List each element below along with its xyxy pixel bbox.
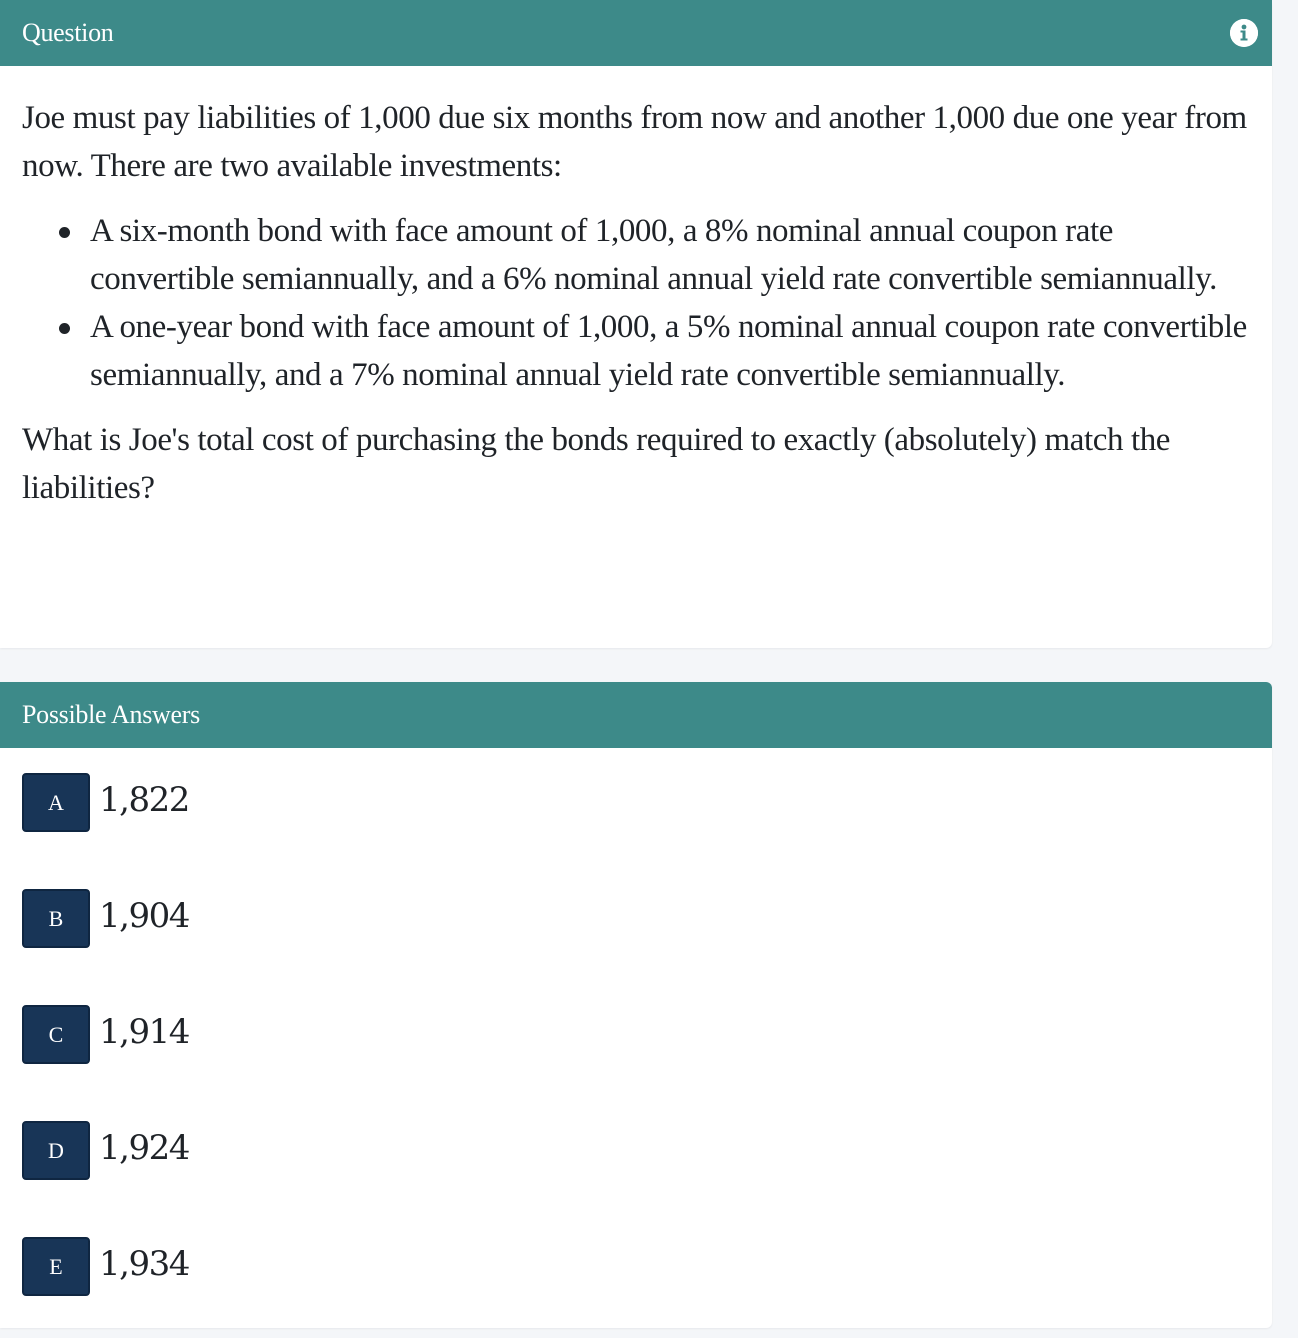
answers-header [0, 682, 1272, 748]
answer-letter-button[interactable]: C [22, 1005, 90, 1064]
answer-value: 1,914 [99, 1011, 189, 1052]
info-circle-icon[interactable] [1230, 19, 1258, 47]
answers-card [0, 682, 1272, 1328]
answers-list [0, 748, 1272, 1296]
question-card [0, 0, 1272, 648]
investment-item: A one-year bond with face amount of 1,000, a 5% nominal annual coupon rate convertible semiannually, and a 7% nominal annual yield rate convertible semiannually. [22, 303, 1250, 399]
question-header-title: Question [22, 18, 114, 47]
investment-list [22, 207, 1250, 399]
answers-header-title: Possible Answers [22, 700, 200, 729]
answer-letter-button[interactable]: E [22, 1237, 90, 1296]
question-prompt: What is Joe's total cost of purchasing the bonds required to exactly (absolutely) match the liabilities? [22, 422, 1171, 506]
question-header [0, 0, 1272, 66]
question-intro: Joe must pay liabilities of 1,000 due six months from now and another 1,000 due one year from now. There are two available investments: [22, 100, 1247, 184]
answer-option-a[interactable] [22, 773, 1272, 832]
answer-option-c[interactable] [22, 1005, 1272, 1064]
answer-value: 1,934 [99, 1243, 189, 1284]
answer-option-b[interactable] [22, 889, 1272, 948]
investment-item: A six-month bond with face amount of 1,000, a 8% nominal annual coupon rate convertible semiannually, and a 6% nominal annual yield rate convertible semiannually. [22, 207, 1250, 303]
answer-letter-button[interactable]: A [22, 773, 90, 832]
answer-letter-button[interactable]: B [22, 889, 90, 948]
answer-option-d[interactable] [22, 1121, 1272, 1180]
answer-option-e[interactable] [22, 1237, 1272, 1296]
question-body [0, 66, 1272, 512]
answer-value: 1,924 [99, 1127, 189, 1168]
answer-value: 1,822 [99, 779, 189, 820]
answer-letter-button[interactable]: D [22, 1121, 90, 1180]
answer-value: 1,904 [99, 895, 189, 936]
